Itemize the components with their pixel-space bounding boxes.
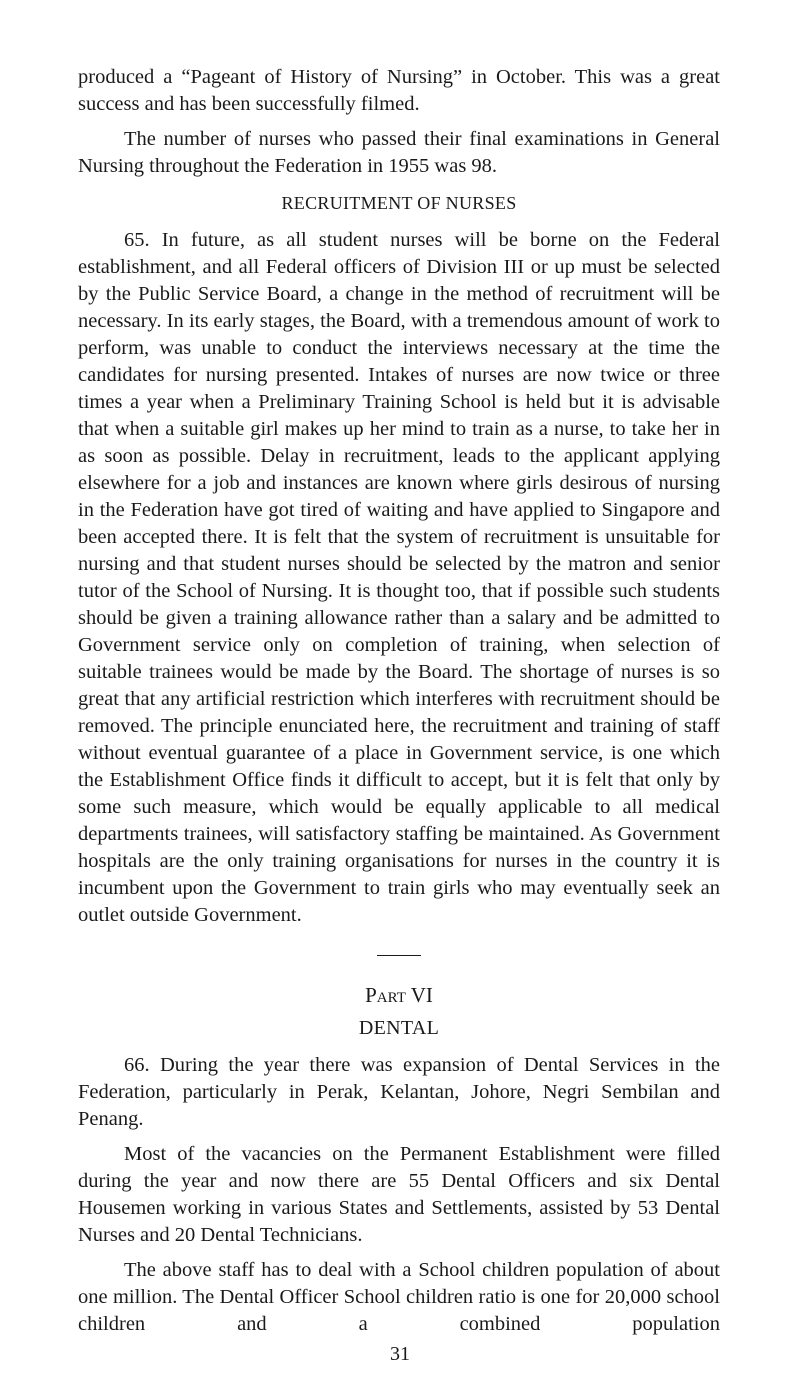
page-number: 31 xyxy=(390,1343,410,1365)
paragraph-pageant: produced a “Pageant of History of Nursing” in October. This was a great success and has been successfully filmed. xyxy=(78,66,720,115)
paragraph-examinations: The number of nurses who passed their final examinations in General Nursing throughout the Federation in 1955 was 98. xyxy=(78,128,720,177)
document-page xyxy=(78,64,720,1346)
paragraph-school-children: The above staff has to deal with a School children population of about one million. The Dental Officer School children ratio is one for 20,000 school children and a combined population xyxy=(78,1259,720,1335)
paragraph-66: 66. During the year there was expansion of Dental Services in the Federation, particularly in Perak, Kelantan, Johore, Negri Sembilan and Penang. xyxy=(78,1054,720,1130)
paragraph-65: 65. In future, as all student nurses will be borne on the Federal establishment, and all Federal officers of Division III or up must be selected by the Public Service Board, a change in the method of recruitment will be necessary. In its early stages, the Board, with a tremendous amount of work to perform, was unable to conduct the interviews necessary at the time the candidates for nursing presented. Intakes of nurses are now twice or three times a year when a Preliminary Training School is held but it is advisable that when a suitable girl makes up her mind to train as a nurse, to take her in as soon as possible. Delay in recruitment, leads to the applicant applying elsewhere for a job and instances are known where girls desirous of nursing in the Federation have got tired of waiting and have applied to Singapore and been accepted there. It is felt that the system of recruitment is unsuitable for nursing and that student nurses should be selected by the matron and senior tutor of the School of Nursing. It is thought too, that if possible such students should be given a training allowance rather than a salary and be admitted to Government service only on completion of training, when selection of suitable trainees would be made by the Board. The shortage of nurses is so great that any artificial restriction which interferes with recruitment should be removed. The principle enunciated here, the recruitment and training of staff without eventual guarantee of a place in Government service, is one which the Establishment Office finds it difficult to accept, but it is felt that only by some such measure, which would be equally applicable to all medical departments trainees, will satisfactory staffing be maintained. As Government hospitals are the only training organisations for nurses in the country it is incumbent upon the Government to train girls who may eventually seek an outlet outside Government. xyxy=(78,229,720,926)
paragraph-vacancies: Most of the vacancies on the Permanent Establishment were filled during the year and now there are 55 Dental Officers and six Dental Housemen working in various States and Settlements, assisted by 53 Dental Nurses and 20 Dental Technicians. xyxy=(78,1143,720,1246)
heading-dental: DENTAL xyxy=(358,1017,440,1039)
heading-recruitment-of-nurses: RECRUITMENT OF NURSES xyxy=(281,193,517,213)
section-divider xyxy=(377,955,421,956)
part-vi-label: Part VI xyxy=(365,983,433,1007)
